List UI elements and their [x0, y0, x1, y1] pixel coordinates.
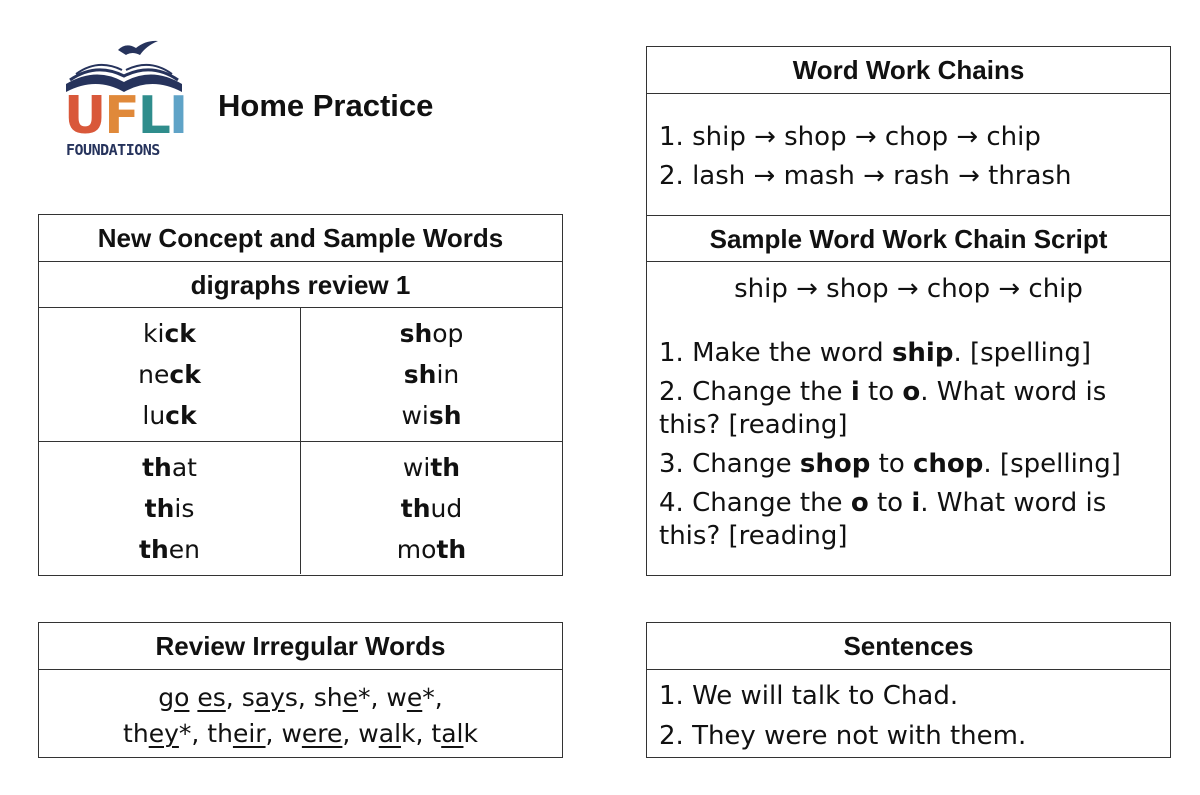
- page-title: Home Practice: [218, 88, 434, 123]
- concept-subheader: digraphs review 1: [39, 262, 562, 308]
- sample-word: this: [144, 494, 195, 523]
- new-concept-header: New Concept and Sample Words: [39, 215, 562, 262]
- chain-line-2: 2. lash → mash → rash → thrash: [659, 161, 1072, 191]
- script-step-line: 3. Change shop to chop. [spelling]: [659, 449, 1121, 479]
- sentence-2: 2. They were not with them.: [659, 721, 1027, 751]
- sample-word: shin: [403, 360, 460, 389]
- script-step-line: this? [reading]: [659, 410, 848, 440]
- irregular-header: Review Irregular Words: [39, 623, 562, 670]
- chains-header: Word Work Chains: [647, 47, 1170, 94]
- script-header: Sample Word Work Chain Script: [647, 216, 1170, 262]
- word-column-right: [301, 308, 562, 441]
- logo-subtitle: FOUNDATIONS: [66, 141, 160, 159]
- sample-word: then: [139, 535, 200, 564]
- sentence-1: 1. We will talk to Chad.: [659, 681, 959, 711]
- new-concept-box: [38, 214, 563, 576]
- sample-word: that: [142, 453, 197, 482]
- word-work-box: [646, 46, 1171, 576]
- script-step-line: this? [reading]: [659, 521, 848, 551]
- sample-word: kick: [143, 319, 196, 348]
- script-step-line: 4. Change the o to i. What word is: [659, 488, 1107, 518]
- ufli-logo: UFLI FOUNDATIONS: [60, 38, 190, 163]
- sample-word: luck: [142, 401, 197, 430]
- irregular-words-box: [38, 622, 563, 758]
- sample-word: with: [402, 453, 461, 482]
- sentences-box: [646, 622, 1171, 758]
- script-steps: [647, 304, 1170, 553]
- script-step-line: 1. Make the word ship. [spelling]: [659, 338, 1091, 368]
- word-column-right: [301, 442, 562, 575]
- sample-word: thud: [400, 494, 463, 523]
- script-step-line: 2. Change the i to o. What word is: [659, 377, 1107, 407]
- sentences-list: [647, 670, 1170, 756]
- chain-line-1: 1. ship → shop → chop → chip: [659, 122, 1041, 152]
- word-column-left: [39, 308, 300, 441]
- irregular-words-list: [39, 670, 562, 752]
- sample-word: moth: [396, 535, 467, 564]
- word-column-left: [39, 442, 300, 575]
- sentences-header: Sentences: [647, 623, 1170, 670]
- chains-list: [647, 94, 1170, 216]
- sample-words-grid: [39, 308, 562, 574]
- sample-word: neck: [138, 360, 201, 389]
- script-chain: ship → shop → chop → chip: [734, 274, 1083, 304]
- sample-word: wish: [401, 401, 462, 430]
- irregular-line-2: they*, their, were, walk, talk: [123, 719, 478, 748]
- sample-word: shop: [399, 319, 464, 348]
- irregular-line-1: go es, says, she*, we*,: [158, 683, 443, 712]
